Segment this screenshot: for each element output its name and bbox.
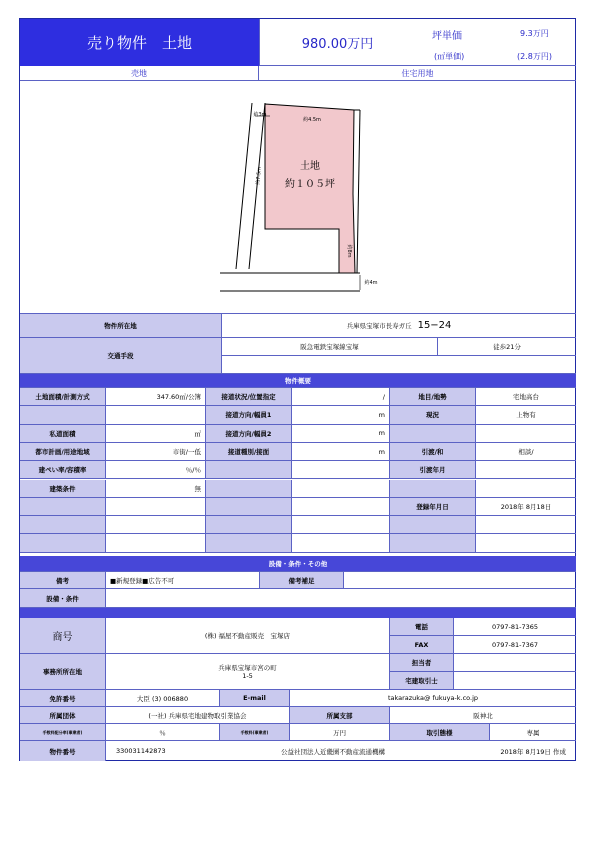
equip-label: 設備・条件 (20, 589, 106, 608)
overview-cell (206, 534, 292, 552)
overview-cell: 接道方向/幅員2 (206, 425, 292, 443)
overview-cell (476, 516, 576, 534)
type-left: 売地 (20, 66, 259, 81)
overview-cell: 接道方向/幅員1 (206, 406, 292, 424)
address-value: 兵庫県宝塚市長寿ガ丘 (346, 322, 412, 330)
type-right: 住宅用地 (259, 66, 576, 81)
side-bottom-label: 約4m (364, 280, 378, 286)
office-line-1: 兵庫県宝塚市宮の町 (218, 664, 277, 672)
overview-cell (390, 534, 476, 552)
overview-cell: 土地面積/計測方式 (20, 388, 106, 406)
overview-cell: 上物有 (476, 406, 576, 424)
sqm-label: (㎡単価) (434, 52, 465, 61)
overview-cell: 相談/ (476, 443, 576, 461)
footer-row (106, 741, 576, 761)
address-number: 15−24 (417, 320, 452, 331)
overview-cell: 347.60㎡/公簿 (106, 388, 206, 406)
overview-cell: 引渡年月 (390, 461, 476, 479)
overview-cell (206, 498, 292, 516)
branch-label: 所属支部 (290, 707, 390, 724)
page-title: 売り物件 土地 (86, 34, 192, 52)
overview-cell (20, 406, 106, 424)
remarks-sup-label: 備考補足 (260, 572, 344, 589)
license-value: 大臣 (3) 006880 (106, 690, 220, 707)
area-label: 約１０５坪 (285, 179, 335, 190)
overview-cell: m (292, 443, 390, 461)
email-label: E-mail (220, 690, 290, 707)
overview-cell (292, 498, 390, 516)
transport-label: 交通手段 (20, 338, 222, 374)
tel-label: 電話 (390, 618, 454, 636)
overview-cell (476, 461, 576, 479)
overview-cell: 現況 (390, 406, 476, 424)
overview-cell: ％/％ (106, 461, 206, 479)
road-top-label: 約4.5m (303, 117, 321, 123)
road-right-label: 約8m (346, 244, 352, 258)
overview-cell: 宅地高台 (476, 388, 576, 406)
tsubo-label: 坪単価 (432, 31, 462, 42)
office-label: 事務所所在地 (20, 654, 106, 690)
property-sheet (19, 18, 576, 761)
overview-cell (20, 516, 106, 534)
email-value[interactable]: takarazuka@ fukuya-k.co.jp (290, 690, 576, 707)
office-value (106, 654, 390, 690)
overview-cell: 建ぺい率/容積率 (20, 461, 106, 479)
created-date: 2018年 8月19日 作成 (500, 747, 566, 756)
fee-label: 手数料配分率(事業者) (20, 724, 106, 741)
company-name-value: (株) 福屋不動産販売 宝塚店 (106, 618, 390, 654)
overview-cell (390, 425, 476, 443)
overview-cell (20, 498, 106, 516)
staff-label: 担当者 (390, 654, 454, 672)
remarks-label: 備考 (20, 572, 106, 589)
overview-cell: 2018年 8月18日 (476, 498, 576, 516)
overview-cell (292, 516, 390, 534)
overview-cell (106, 498, 206, 516)
remarks-value: ■新規登録■広告不可 (106, 572, 260, 589)
overview-cell: / (292, 388, 390, 406)
mode-label: 取引態様 (390, 724, 490, 741)
office-line-2: 1‐5 (242, 672, 253, 680)
tel-value: 0797-81-7365 (454, 618, 576, 636)
overview-cell (20, 534, 106, 552)
sqm-value: (2.8万円) (517, 52, 552, 61)
map-area (20, 81, 576, 314)
overview-cell: 都市計画/用途地域 (20, 443, 106, 461)
tsubo-value: 9.3万円 (520, 29, 549, 38)
fax-label: FAX (390, 636, 454, 654)
fee2-label: 手数料(事業者) (220, 724, 290, 741)
price-box (259, 19, 415, 66)
overview-cell (390, 516, 476, 534)
overview-cell: 無 (106, 480, 206, 498)
price-value: 980.00万円 (301, 36, 374, 52)
address-label: 物件所在地 (20, 314, 222, 338)
company-name-label: 商号 (20, 618, 106, 654)
overview-cell (476, 425, 576, 443)
mode-value: 専属 (490, 724, 576, 741)
overview-cell: 登録年月日 (390, 498, 476, 516)
site-map (20, 81, 576, 314)
overview-cell: 接道種別/接面 (206, 443, 292, 461)
overview-cell (206, 461, 292, 479)
overview-cell: 私道面積 (20, 425, 106, 443)
overview-cell (292, 480, 390, 498)
overview-header: 物件概要 (20, 374, 576, 388)
overview-cell: 引渡/和 (390, 443, 476, 461)
overview-cell (292, 534, 390, 552)
overview-cell (106, 534, 206, 552)
overview-cell: m (292, 406, 390, 424)
road-left-label: 約7.5m (255, 166, 263, 186)
overview-cell (476, 534, 576, 552)
fee-value: ％ (106, 724, 220, 741)
side-top-label: 約3m (253, 112, 267, 118)
overview-cell (476, 480, 576, 498)
overview-cell: 建築条件 (20, 480, 106, 498)
org-name: 公益社団法人近畿圏不動産流通機構 (281, 747, 386, 756)
plot-label: 土地 (300, 161, 320, 172)
equipment-header: 設備・条件・その他 (20, 556, 576, 572)
overview-cell (292, 461, 390, 479)
overview-cell (106, 406, 206, 424)
address-row (222, 314, 576, 338)
assoc-value: (一社) 兵庫県宅地建物取引業協会 (106, 707, 290, 724)
fee2-value: 万円 (290, 724, 390, 741)
transport-walk: 徒歩21分 (438, 338, 576, 356)
transport-line: 阪急電鉄宝塚線宝塚 (222, 338, 438, 356)
overview-cell (106, 516, 206, 534)
overview-cell: m (292, 425, 390, 443)
broker-label: 宅建取引士 (390, 672, 454, 690)
branch-value: 阪神北 (390, 707, 576, 724)
assoc-label: 所属団体 (20, 707, 106, 724)
overview-cell: 地目/地勢 (390, 388, 476, 406)
fax-value: 0797-81-7367 (454, 636, 576, 654)
overview-cell: 接道状況/位置指定 (206, 388, 292, 406)
overview-cell: ㎡ (106, 425, 206, 443)
prop-label: 物件番号 (20, 741, 106, 761)
overview-cell: 市街/一低 (106, 443, 206, 461)
license-label: 免許番号 (20, 690, 106, 707)
title-banner (20, 19, 259, 66)
overview-cell (206, 480, 292, 498)
prop-value: 330031142873 (116, 747, 166, 755)
overview-cell (390, 480, 476, 498)
overview-cell (206, 516, 292, 534)
